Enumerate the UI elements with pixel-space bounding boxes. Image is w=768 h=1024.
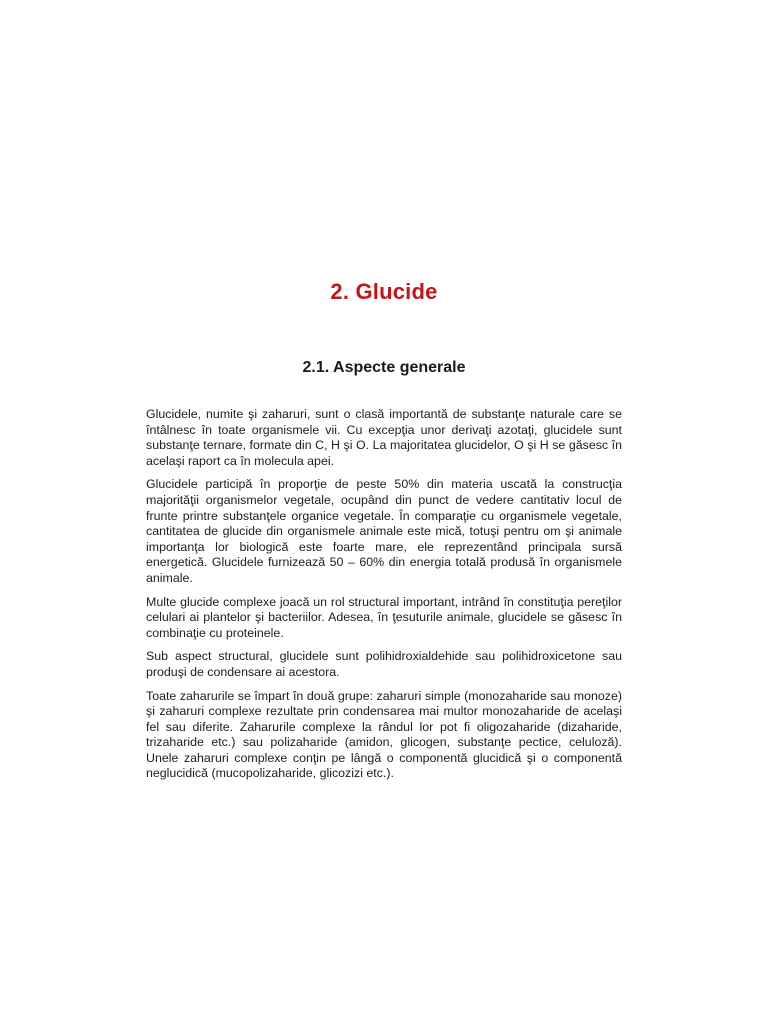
paragraph-structural-role: Multe glucide complexe joacă un rol structural important, intrând în constituţia pereţilor celulari ai plantelor şi bacteriilor. Adesea, în ţesuturile animale, glucidele se găsesc în combinaţie cu proteinele. xyxy=(146,594,622,640)
paragraph-proportion: Glucidele participă în proporţie de peste 50% din materia uscată la construcţia majorităţii organismelor vegetale, ocupând din punct de vedere cantitativ locul de frunte printre substanţele organice vegetale. În comparaţie cu organismele vegetale, cantitatea de glucide din organismele animale este mică, totuşi pentru om şi animale importanţa lor biologică este foarte mare, ele reprezentând principala sursă energetică. Glucidele furnizează 50 – 60% din energia totală produsă în organismele animale. xyxy=(146,477,622,585)
paragraph-structure: Sub aspect structural, glucidele sunt polihidroxialdehide sau polihidroxicetone sau produşi de condensare ai acestora. xyxy=(146,649,622,679)
section-title: 2.1. Aspecte generale xyxy=(302,359,466,376)
body-text xyxy=(146,407,622,790)
chapter-title: 2. Glucide xyxy=(330,279,438,304)
paragraph-classification: Toate zaharurile se împart în două grupe: zaharuri simple (monozaharide sau monoze) şi zaharuri complexe rezultate prin condensarea mai multor monozaharide de acelaşi fel sau diferite. Zaharurile complexe la rândul lor pot fi oligozaharide (dizaharide, trizaharide etc.) sau polizaharide (amidon, glicogen, substanţe pectice, celuloză). Unele zaharuri complexe conţin pe lângă o componentă glucidică şi o componentă neglucidică (mucopolizaharide, glicozizi etc.). xyxy=(146,688,622,781)
paragraph-intro: Glucidele, numite şi zaharuri, sunt o clasă importantă de substanţe naturale care se întâlnesc în toate organismele vii. Cu excepţia unor derivaţi azotaţi, glucidele sunt substanţe ternare, formate din C, H şi O. La majoritatea glucidelor, O şi H se găsesc în acelaşi raport ca în molecula apei. xyxy=(146,407,622,468)
